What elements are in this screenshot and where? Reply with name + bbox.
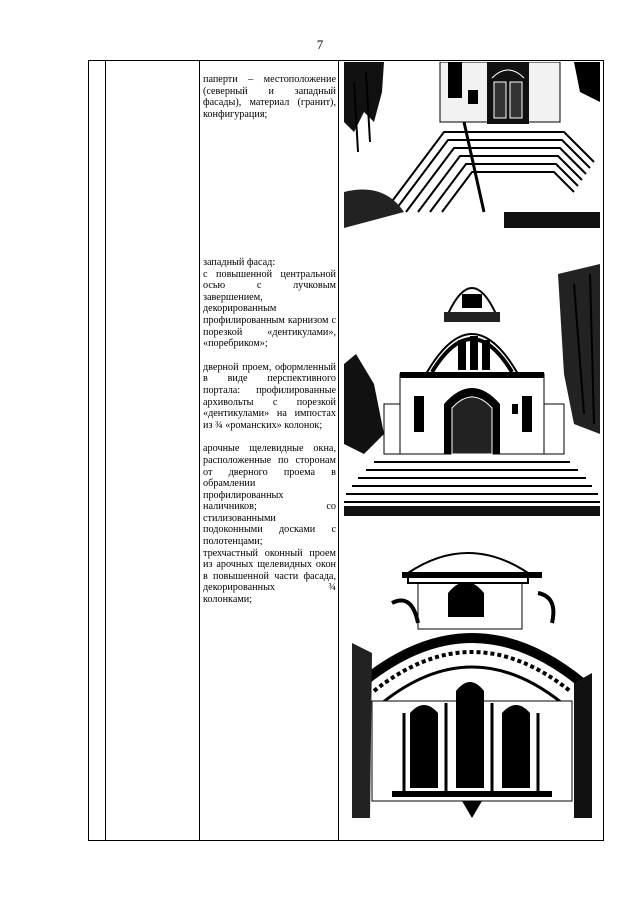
paragraph-porch: паперти – местоположение (северный и западный фасады), материал (гранит), конфигурация; [203, 74, 336, 120]
column-divider-1 [105, 61, 106, 840]
page-number: 7 [316, 37, 324, 52]
paragraph-central-axis: с повышенной центральной осью с лучковым завершением, декорированным профилированным карнизом с порезкой «дентикулами», «поребриком»; [203, 268, 336, 350]
church-west-facade-photo-icon [344, 254, 600, 516]
church-porch-photo-icon [344, 62, 600, 228]
paragraph-door-portal: дверной проем, оформленный в виде перспективного портала: профилированные архивольты с порезкой «дентикулами» на импостах из ¾ «романских» колонок; [203, 361, 336, 431]
church-triple-window-photo-icon [352, 533, 592, 818]
paragraph-facade-title: западный фасад: [203, 257, 276, 268]
paragraph-triple-window: трехчастный оконный проем из арочных щелевидных окон в повышенной части фасада, декорированных ¾ колонками; [203, 547, 336, 606]
description-block-porch [203, 74, 336, 120]
paragraph-arched-windows: арочные щелевидные окна, расположенные по сторонам от дверного проема в обрамлении профилированных наличников; со стилизованными подоконными досками с полотенцами; [203, 443, 336, 548]
description-block-facade [203, 257, 336, 606]
column-divider-2 [199, 61, 200, 840]
column-divider-3 [338, 61, 339, 840]
